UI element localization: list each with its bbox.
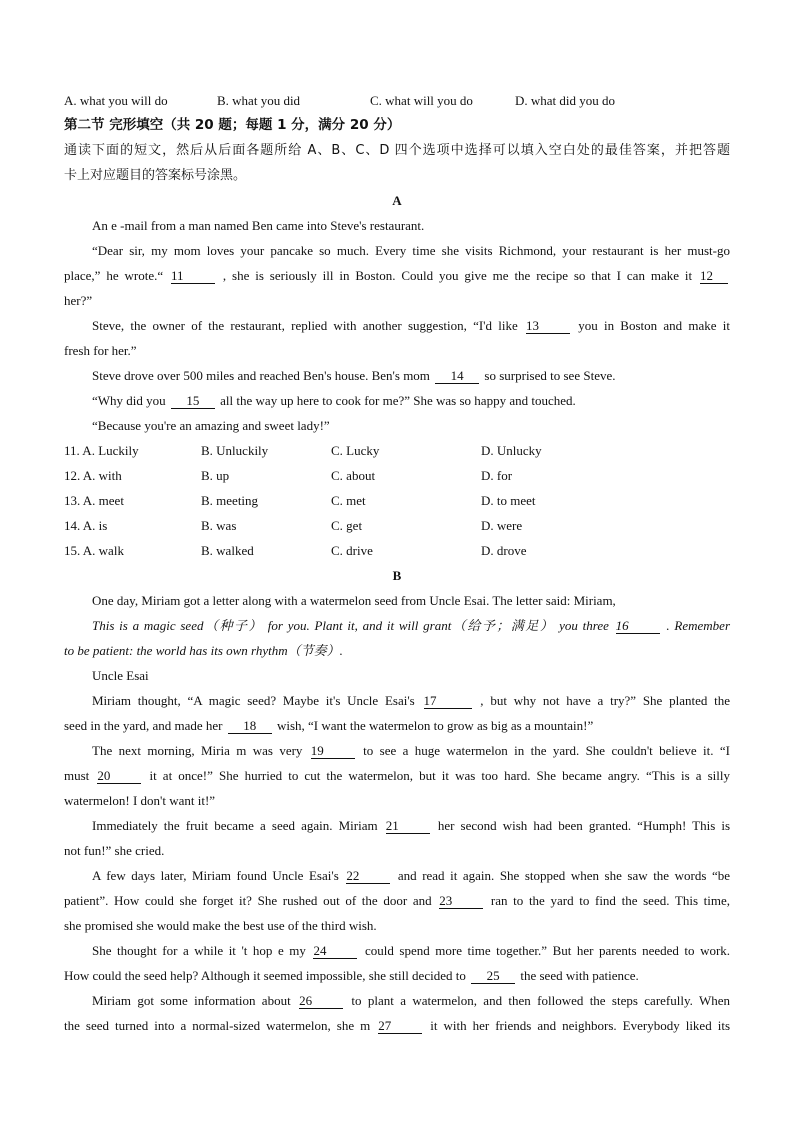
option-d: D. what did you do bbox=[515, 93, 616, 108]
paragraph: “Dear sir, my mom loves your pancake so much. Every time she visits Richmond, your restaurant is her must-go bbox=[92, 243, 730, 258]
paragraph-line: Miriam got some information about 26 to plant a watermelon, and then followed the steps carefully. When bbox=[92, 993, 731, 1008]
paragraph-line: place,” he wrote.“ 11 , she is seriously ill in Boston. Could you give me the recipe so that I can make it 12 bbox=[64, 263, 730, 288]
paragraph-line: Immediately the fruit became a seed again. Miriam 21 her second wish had been granted. “Humph! This is bbox=[92, 818, 731, 833]
paragraph: One day, Miriam got a letter along with a watermelon seed from Uncle Esai. The letter said: Miriam, bbox=[92, 593, 616, 608]
blank-23: 23 bbox=[439, 894, 483, 909]
paragraph-line: The next morning, Miria m was very 19 to see a huge watermelon in the yard. She couldn't believe it. “I bbox=[92, 743, 730, 758]
blank-21: 21 bbox=[386, 819, 430, 834]
blank-20: 20 bbox=[97, 769, 141, 784]
option-c: C. what will you do bbox=[370, 93, 473, 108]
paragraph-line: Steve drove over 500 miles and reached Ben's house. Ben's mom 14 so surprised to see Steve. bbox=[92, 368, 616, 383]
option-a: A. what you will do bbox=[64, 93, 168, 108]
question-row: 11. A. Luckily B. Unluckily C. Lucky D. Unlucky bbox=[64, 443, 542, 458]
paragraph-line: patient”. How could she forget it? She rushed out of the door and 23 ran to the yard to find the seed. This time, bbox=[64, 893, 731, 908]
passage-a-heading: A bbox=[392, 193, 402, 208]
blank-22: 22 bbox=[346, 869, 390, 884]
blank-13: 13 bbox=[526, 319, 570, 334]
blank-18: 18 bbox=[228, 719, 272, 734]
exam-page bbox=[64, 88, 730, 1038]
blank-14: 14 bbox=[435, 369, 479, 384]
option-b: B. what you did bbox=[217, 93, 301, 108]
paragraph-line: How could the seed help? Although it seemed impossible, she still decided to 25 the seed with patience. bbox=[64, 968, 639, 983]
blank-17: 17 bbox=[424, 694, 472, 709]
paragraph-line: A few days later, Miriam found Uncle Esai's 22 and read it again. She stopped when she saw the words “be bbox=[92, 868, 730, 883]
section-title: 第二节 完形填空（共 20 题；每题 1 分，满分 20 分） bbox=[64, 117, 401, 133]
letter-signature: Uncle Esai bbox=[92, 668, 149, 683]
paragraph-line: she promised she would make the best use of the third wish. bbox=[64, 918, 377, 933]
blank-25: 25 bbox=[471, 969, 515, 984]
paragraph-line: the seed turned into a normal-sized watermelon, she m 27 it with her friends and neighbors. Everybody liked its bbox=[64, 1018, 731, 1033]
question-row: 12. A. with B. up C. about D. for bbox=[64, 468, 513, 483]
paragraph-line: “Why did you 15 all the way up here to cook for me?” She was so happy and touched. bbox=[92, 393, 576, 408]
top-options-row bbox=[64, 88, 730, 113]
paragraph-line: She thought for a while it 't hop e my 24 could spend more time together.” But her parents needed to work. bbox=[92, 943, 731, 958]
passage-b-heading: B bbox=[392, 568, 402, 583]
paragraph-line: seed in the yard, and made her 18 wish, “I want the watermelon to grow as big as a mountain!” bbox=[64, 718, 594, 733]
question-row: 13. A. meet B. meeting C. met D. to meet bbox=[64, 493, 536, 508]
blank-11: 11 bbox=[171, 269, 215, 284]
paragraph-line: not fun!” she cried. bbox=[64, 843, 165, 858]
paragraph-line: fresh for her.” bbox=[64, 343, 137, 358]
blank-15: 15 bbox=[171, 394, 215, 409]
section-instruction: 通读下面的短文，然后从后面各题所给 A、B、C、D 四个选项中选择可以填入空白处的最佳答案，并把答题 bbox=[64, 143, 730, 158]
paragraph-line: must 20 it at once!” She hurried to cut the watermelon, but it was too hard. She became angry. “This is a silly bbox=[64, 768, 731, 783]
blank-12: 12 bbox=[700, 269, 728, 284]
blank-19: 19 bbox=[311, 744, 355, 759]
letter-line: to be patient: the world has its own rhythm（节奏）. bbox=[64, 643, 343, 658]
question-row: 15. A. walk B. walked C. drive D. drove bbox=[64, 543, 527, 558]
paragraph: “Because you're an amazing and sweet lady!” bbox=[92, 418, 330, 433]
blank-27: 27 bbox=[378, 1019, 422, 1034]
section-instruction-cont: 卡上对应题目的答案标号涂黑。 bbox=[64, 168, 247, 183]
paragraph-line: Steve, the owner of the restaurant, replied with another suggestion, “I'd like 13 you in Boston and make it bbox=[92, 318, 730, 333]
letter-line: This is a magic seed（种子） for you. Plant it, and it will grant（给予；满足） you three 16 . Remember bbox=[92, 618, 731, 633]
paragraph: An e -mail from a man named Ben came into Steve's restaurant. bbox=[92, 218, 425, 233]
paragraph-line: her?” bbox=[64, 293, 93, 308]
blank-24: 24 bbox=[313, 944, 357, 959]
paragraph-line: watermelon! I don't want it!” bbox=[64, 793, 216, 808]
blank-26: 26 bbox=[299, 994, 343, 1009]
blank-16: 16 bbox=[616, 619, 660, 634]
paragraph-line: Miriam thought, “A magic seed? Maybe it's Uncle Esai's 17 , but why not have a try?” She planted the bbox=[92, 693, 731, 708]
question-row: 14. A. is B. was C. get D. were bbox=[64, 518, 523, 533]
